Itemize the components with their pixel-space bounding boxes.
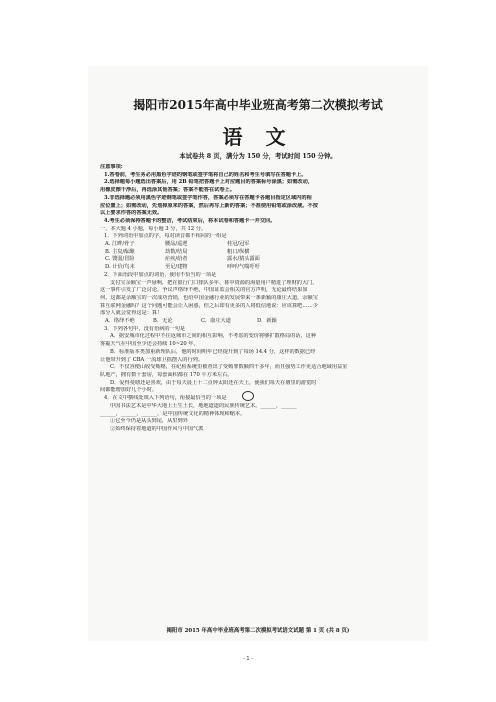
q1-option: A. 江畔/骨子 — [105, 241, 135, 248]
q1-option-row — [100, 264, 418, 272]
scanned-exam-page — [88, 66, 428, 641]
exam-info: 本试卷共 8 页，满分为 150 分，考试时间 150 分钟。 — [179, 153, 337, 160]
q3-option-line: D．爱得曼塘还是喜欢，由于每天晨上十二点钟太阳还在天上，使我们每天在塘里的游览时 — [110, 379, 317, 386]
q3-option-line: 让他带升到了 CBA 一流球卫摇摆人的行列。 — [100, 356, 204, 363]
q1-option: 呼呼/气喘吁吁 — [227, 264, 260, 271]
question-2-stem: 2．下面语段中加点的词语，使用不恰当的一项是 — [104, 271, 217, 278]
q1-option-row — [100, 256, 418, 264]
q2-passage-line: 这一事件引发了广泛讨论，争议声络绎不绝，中国证监会相关的官方声明，无论最终结果如 — [100, 287, 308, 294]
q3-option-line: C．不仅容便山收受贿赂，在纪检系统里被查出了受贿罪数额四千多年，而且强势工作更适合地域用益室 — [110, 364, 348, 371]
question-1-stem: 1．下列词语中加点的字，每对读音都不相同的一组是 — [104, 233, 227, 240]
q1-option: 粗口/纵横 — [227, 248, 250, 255]
q1-option: 腰品/巡逻 — [165, 241, 188, 248]
q2-option-row — [100, 318, 418, 326]
q2-passage-line: 算互联网金融吗？这个问题可能会让人困惑，但之后却有更多的人将低信地说：应该算吧……少 — [100, 302, 318, 309]
q2-passage-line: 部分人就会觉得这是：算！ — [100, 310, 163, 317]
question-4-stem: 4．在文中横线处填入下列语句，衔接最恰当的一项是 — [104, 395, 227, 402]
section-heading: 一、本大题 4 小题，每小题 3 分，共 12 分。 — [100, 225, 207, 232]
q2-passage-line: 支付宝余额宝一声悬响，把在银行门口排队多年、暮中资源的海量用户精进了理财的大门。 — [110, 279, 318, 286]
notice-heading: 注意事项: — [100, 164, 123, 170]
q4-item: ①它至今仍是从头到尾，从里到外 — [110, 418, 188, 425]
exam-body — [100, 164, 418, 434]
q3-option-line: 队地产，拥有数十套房，每套面积都在 170 平方米左右。 — [100, 371, 233, 378]
notice-item: 1.答卷前，考生务必用黑色字迹的钢笔或签字笔将自己的姓名和考生号填写在答题卡上。 — [104, 171, 307, 178]
q3-option-line: 间都能增加好几个小时。 — [100, 387, 158, 394]
q1-option: 至足/建物 — [165, 264, 188, 271]
q1-option: C. 馊弱/冒险 — [105, 256, 135, 263]
q3-option-line: B．标准版本类加重新理队后，他的时间明年已经提升到了每场 14.4 分，这样的数据已经 — [110, 348, 316, 355]
q1-option-row — [100, 241, 418, 249]
notice-item: 以上要求作答的答案无效。 — [100, 210, 163, 217]
q1-option: 疟疾/给者 — [165, 256, 188, 263]
q1-option: 桂冠/冠军 — [227, 241, 250, 248]
q2-passage-line: 何，这都是余额宝的一次成功营销，也给中国金融行业的发展带来一条新颖的康庄大道，余额宝 — [100, 294, 318, 301]
q3-option-line: 雾霾天气在中国至少还会持续 10~20 年。 — [100, 341, 199, 348]
q2-option: C．康庄大道 — [201, 318, 231, 325]
running-footer: 揭阳市 2015 年高中毕业班高考第二次模拟考试语文试题 第 1 页 (共 8 页) — [166, 628, 350, 634]
q1-option: 劫数/结局 — [165, 248, 188, 255]
q3-option-line: A．据安城市化过程中不往返城市之间的相互影响，不考虑的变价将够扩散格局的话，这种 — [110, 333, 317, 340]
page-number: - 1 - — [243, 656, 253, 662]
exam-title: 揭阳市2015年高中毕业班高考第二次模拟考试 — [133, 98, 383, 112]
subject-title: 语 文 — [222, 125, 294, 149]
notice-item: 4.考生必须保持答题卡的整洁，考试结束后，将本试卷和答题卡一并交回。 — [104, 217, 276, 224]
notice-item: 用橡皮擦干净后，再选涂其他答案；答案不能答在试卷上。 — [100, 187, 235, 194]
notice-item: 2.选择题每小题选出答案后，用 2B 铅笔把答题卡上对应题目的答案标号涂黑；如需改动， — [104, 179, 313, 186]
q4-passage-line: ______，______，______，是中国传统文化的精神体现和缩本。 — [100, 410, 246, 417]
q2-option: A．络绎不绝 — [105, 318, 135, 325]
notice-item: 3.非选择题必须用黑色字迹钢笔或签字笔作答，答案必须写在答题卡各题目指定区域内的相 — [104, 194, 312, 201]
q4-item: ②始终保持着地道的中国作风与中国气派 — [110, 425, 204, 432]
q1-option: D. 计价/鸟未 — [105, 264, 135, 271]
q4-passage-line: 中国书法艺术是中华大地上土生土长，地地道道的民族传统艺术。______，______ — [110, 402, 297, 409]
question-3-stem: 3．下列各句中，没有语病的一句是 — [104, 325, 186, 332]
pen-circle-mark — [242, 391, 254, 401]
q2-option: B．无论 — [153, 318, 173, 325]
q2-option: D．新颖 — [257, 318, 277, 325]
q1-option: 露水/猜头露面 — [227, 256, 260, 263]
q1-option: B. 主臭/酝酿 — [105, 248, 135, 255]
notice-item: 应位置上；如需改动，先划掉原来的答案，然后再写上新的答案；不准使用铅笔或涂改液。不按 — [100, 202, 318, 209]
